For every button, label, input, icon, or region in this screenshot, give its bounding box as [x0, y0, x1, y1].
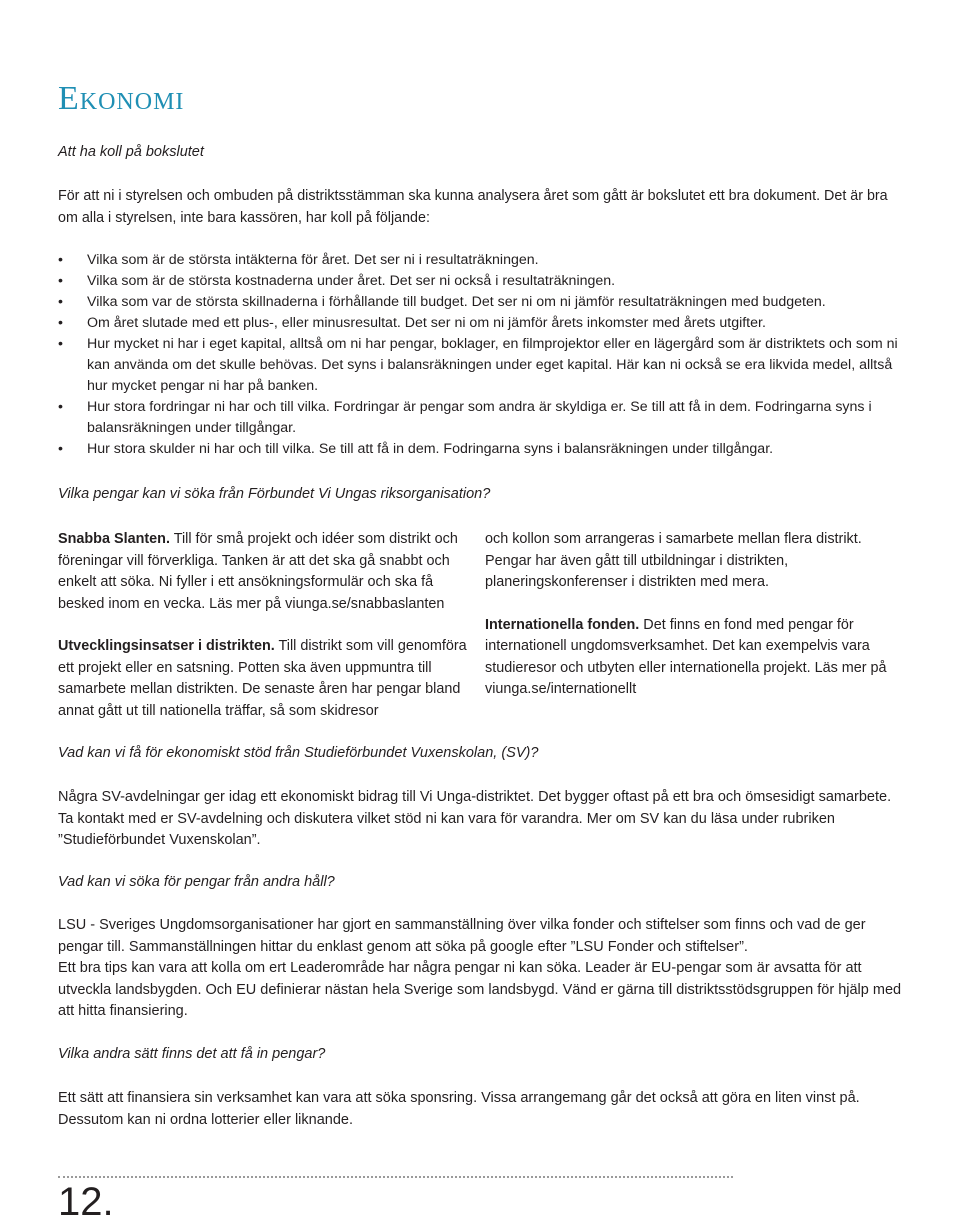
internationella-text: Det finns en fond med pengar för internationell ungdomsverksamhet. Det kan exempelvis vara studieresor och utbyten eller internationella projekt. Läs mer på viunga.se/internationellt	[485, 616, 887, 697]
right-column	[485, 529, 905, 722]
section-subheading: Att ha koll på bokslutet	[58, 144, 204, 160]
snabba-slanten-heading: Snabba Slanten.	[58, 531, 170, 547]
utveckling-heading: Utvecklingsinsatser i distrikten.	[58, 638, 275, 654]
page-number: 12.	[58, 1180, 114, 1224]
list-item: • Vilka som var de största skillnaderna i förhållande till budget. Det ser ni om ni jämför resultaträkningen med budgeten.	[58, 292, 903, 313]
intro-paragraph: För att ni i styrelsen och ombuden på distriktsstämman ska kunna analysera året som gått är bokslutet ett bra dokument. Det är bra om alla i styrelsen, inte bara kassören, har koll på följande:	[58, 188, 888, 226]
list-item: • Vilka som är de största intäkterna för året. Det ser ni i resultaträkningen.	[58, 250, 903, 271]
list-item: • Hur stora skulder ni har och till vilka. Se till att få in dem. Fodringarna syns i balansräkningen under tillgångar.	[58, 439, 903, 460]
footer-divider	[58, 1176, 733, 1178]
list-item: • Hur stora fordringar ni har och till vilka. Fordringar är pengar som andra är skyldiga er. Se till att få in dem. Fodringarna syns i balansräkningen under tillgångar.	[58, 397, 903, 439]
utveckling-paragraph	[58, 636, 478, 722]
page-title: Ekonomi	[58, 80, 185, 117]
left-column	[58, 529, 478, 743]
body-paragraph: Ett sätt att finansiera sin verksamhet kan vara att söka sponsring. Vissa arrangemang går det också att göra en liten vinst på. Dessutom kan ni ordna lotterier eller liknande.	[58, 1090, 860, 1128]
snabba-slanten-paragraph	[58, 529, 478, 615]
question-heading: Vilka andra sätt finns det att få in pengar?	[58, 1046, 326, 1062]
internationella-paragraph	[485, 615, 905, 701]
list-item: • Hur mycket ni har i eget kapital, alltså om ni har pengar, boklager, en filmprojektor eller en lägergård som är distriktets och som ni kan använda om det skulle behövas. Det syns i balansräkningen under eget kapital. Här kan ni också se era likvida medel, alltså hur mycket pengar ni har på banken.	[58, 334, 903, 397]
question-heading: Vad kan vi söka för pengar från andra håll?	[58, 874, 335, 890]
lsu-paragraph: LSU - Sveriges Ungdomsorganisationer har gjort en sammanställning över vilka fonder och stiftelser som finns och vad de ger pengar till. Sammanställningen hittar du enklast genom att söka på google efter ”LSU Fonder och stiftelser”.	[58, 917, 866, 955]
question-heading: Vilka pengar kan vi söka från Förbundet Vi Ungas riksorganisation?	[58, 486, 491, 502]
checklist	[58, 250, 903, 460]
snabba-slanten-text: Till för små projekt och idéer som distrikt och föreningar vill förverkliga. Tanken är att det ska gå snabbt och enkelt att söka. Ni fyller i ett ansökningsformulär och ska få besked inom en vecka. Läs mer på viunga.se/snabbaslanten	[58, 531, 458, 612]
body-paragraph: Några SV-avdelningar ger idag ett ekonomiskt bidrag till Vi Unga-distriktet. Det bygger oftast på ett bra och ömsesidigt samarbete. Ta kontakt med er SV-avdelning och diskutera vilket stöd ni kan vara för varandra. Mer om SV kan du läsa under rubriken ”Studieförbundet Vuxenskolan”.	[58, 789, 892, 848]
question-heading: Vad kan vi få för ekonomiskt stöd från Studieförbundet Vuxenskolan, (SV)?	[58, 745, 539, 761]
list-item: • Vilka som är de största kostnaderna under året. Det ser ni också i resultaträkningen.	[58, 271, 903, 292]
list-item: • Om året slutade med ett plus-, eller minusresultat. Det ser ni om ni jämför årets inkomster med årets utgifter.	[58, 313, 903, 334]
utveckling-text: Till distrikt som vill genomföra ett projekt eller en satsning. Potten ska även uppmuntra till samarbete mellan distrikten. De senaste åren har pengar bland annat gått ut till nationella träffar, så som skidresor	[58, 638, 467, 719]
leader-paragraph: Ett bra tips kan vara att kolla om ert Leaderområde har några pengar ni kan söka. Leader är EU-pengar som är avsatta för att utveckla landsbygden. Och EU definierar nästan hela Sverige som landsbygd. Vänd er gärna till distriktsstödsgruppen för hjälp med att hitta finansiering.	[58, 960, 902, 1019]
utveckling-continued: och kollon som arrangeras i samarbete mellan flera distrikt. Pengar har även gått till utbildningar i distrikten, planeringskonferenser i distrikten med mera.	[485, 531, 862, 590]
body-paragraph	[58, 915, 903, 1023]
internationella-heading: Internationella fonden.	[485, 616, 640, 633]
